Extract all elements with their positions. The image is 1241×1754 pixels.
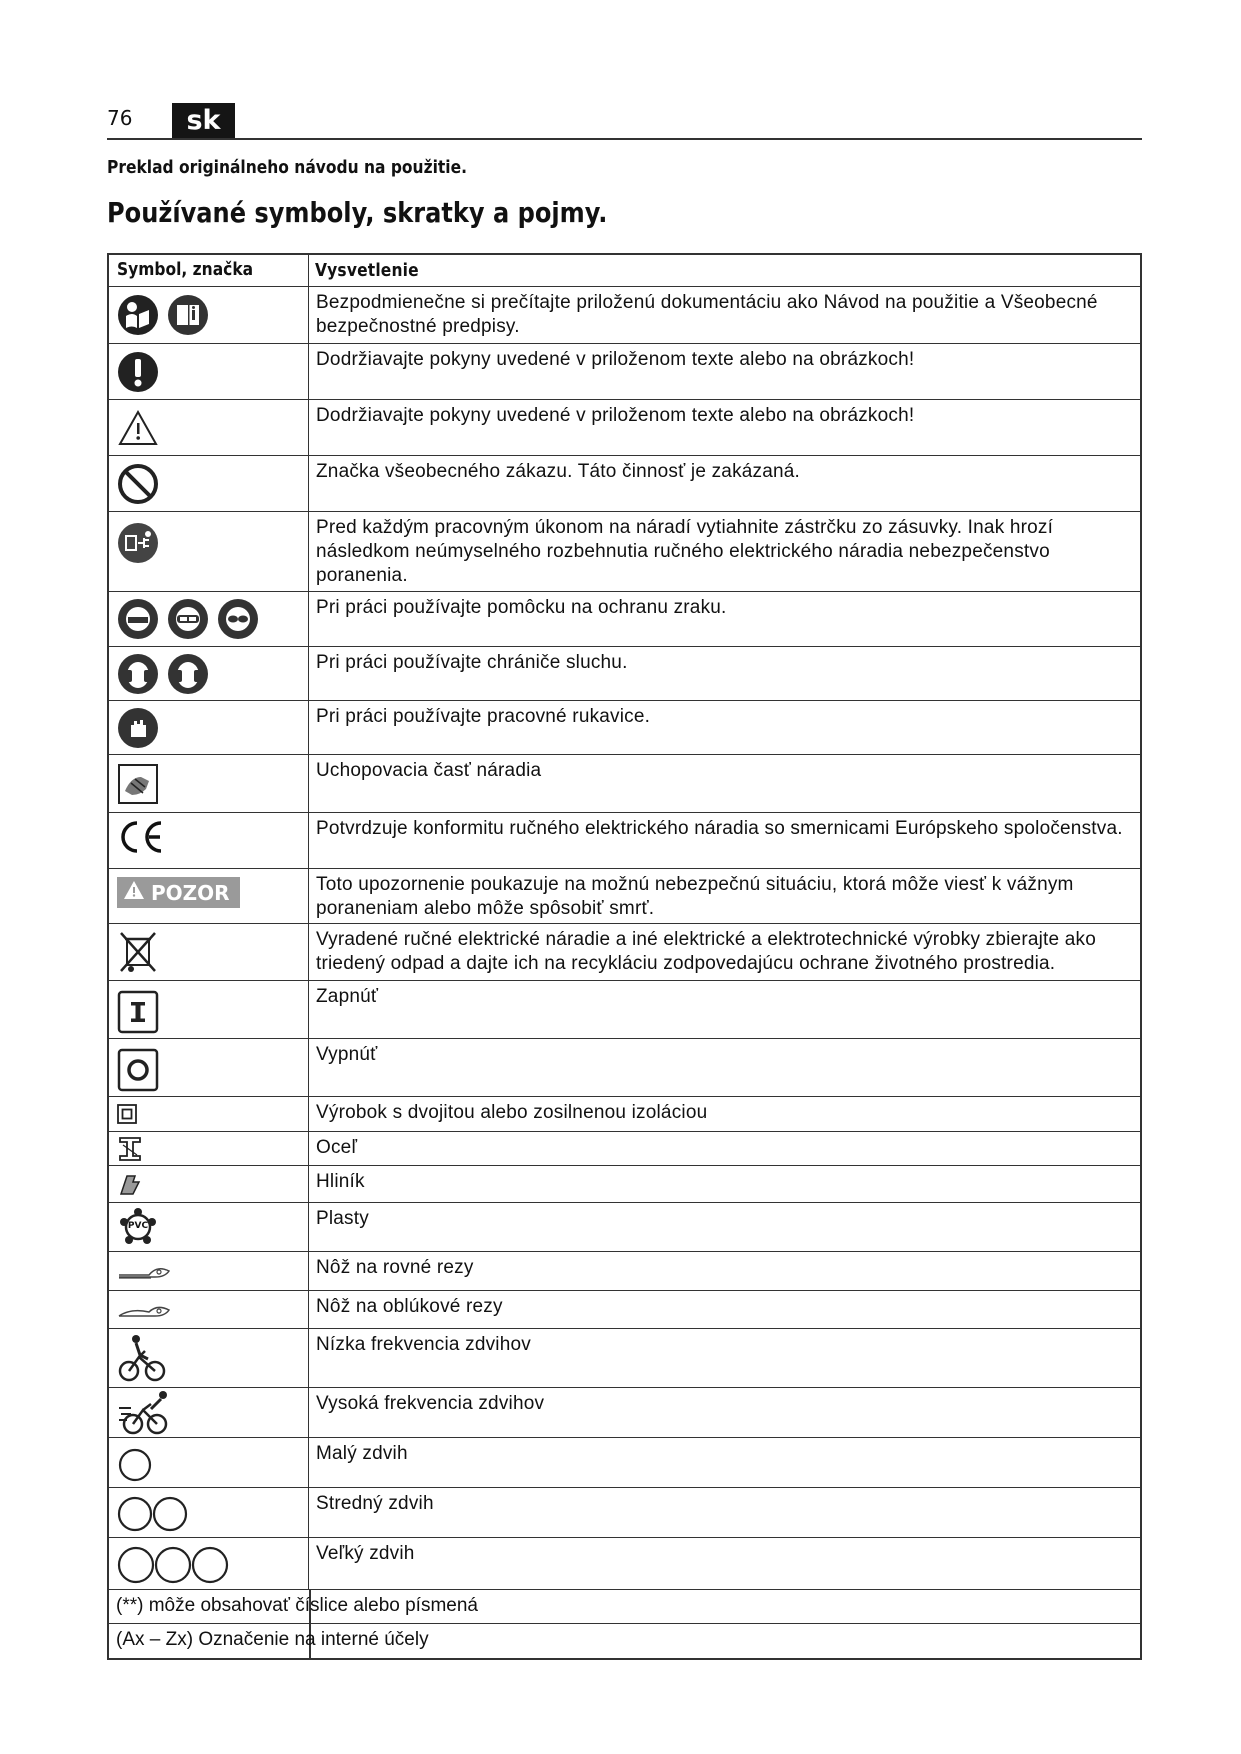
high-stroke-rate-icon <box>117 1390 173 1436</box>
table-row <box>109 512 1140 592</box>
warning-triangle-icon <box>123 880 145 905</box>
prohibition-icon <box>117 463 159 505</box>
medium-stroke-icon <box>117 1495 189 1533</box>
pozor-text: POZOR <box>151 880 230 905</box>
row-description: Pri práci používajte pracovné rukavice. <box>316 706 651 727</box>
row-description: Vysoká frekvencia zdvihov <box>316 1393 545 1414</box>
table-row <box>109 1039 1140 1097</box>
row-description: Pred každým pracovným úkonom na náradí vytiahnite zástrčku zo zásuvky. Inak hrozí následkom neúmyselného rozbehnutia ručného elektrického náradia nebezpečenstvo poranenia. <box>316 517 1054 586</box>
language-tab: sk <box>172 103 235 140</box>
table-row <box>109 592 1140 647</box>
table-row <box>109 1203 1140 1252</box>
table-row <box>109 701 1140 755</box>
table-row <box>109 647 1140 701</box>
row-description: Stredný zdvih <box>316 1493 434 1514</box>
row-description: Výrobok s dvojitou alebo zosilnenou izoláciou <box>316 1102 708 1123</box>
aluminium-icon <box>117 1170 143 1198</box>
table-row <box>109 1538 1140 1590</box>
table-row <box>109 1097 1140 1132</box>
row-description: Hliník <box>316 1171 365 1192</box>
table-row <box>109 981 1140 1039</box>
row-description: Nízka frekvencia zdvihov <box>316 1334 531 1355</box>
table-row <box>109 1488 1140 1538</box>
page-title: Používané symboly, skratky a pojmy. <box>107 196 608 229</box>
table-row <box>109 755 1140 813</box>
table-row <box>109 1329 1140 1388</box>
row-description: Vyradené ručné elektrické náradie a iné elektrické a elektrotechnické výrobky zbierajte ako triedený odpad a dajte ich na recykláciu zodpovedajúcu ochrane životného prostredia. <box>316 929 1096 974</box>
row-description: Veľký zdvih <box>316 1543 415 1564</box>
footnote-text: (Ax – Zx) Označenie na interné účely <box>116 1629 429 1650</box>
footnote-row <box>109 1590 1140 1624</box>
large-stroke-icon <box>117 1545 229 1585</box>
table-row <box>109 869 1140 924</box>
table-row <box>109 1166 1140 1203</box>
table-row <box>109 344 1140 400</box>
read-manual-icon <box>117 294 159 336</box>
switch-off-icon <box>117 1048 159 1092</box>
row-description: Vypnúť <box>316 1044 378 1065</box>
double-insulation-icon <box>117 1104 137 1124</box>
info-book-icon <box>167 294 209 336</box>
table-row <box>109 1252 1140 1291</box>
goggles-icon <box>167 598 209 640</box>
row-description: Nôž na oblúkové rezy <box>316 1296 503 1317</box>
unplug-icon <box>117 522 159 564</box>
table-row <box>109 924 1140 981</box>
page-number: 76 <box>107 106 133 130</box>
row-description: Bezpodmienečne si prečítajte priloženú dokumentáciu ako Návod na použitie a Všeobecné bezpečnostné predpisy. <box>316 292 1098 337</box>
table-row <box>109 1438 1140 1488</box>
table-row <box>109 456 1140 512</box>
symbols-table <box>107 253 1142 1660</box>
document-subtitle: Preklad originálneho návodu na použitie. <box>107 157 467 178</box>
safety-glasses-icon <box>217 598 259 640</box>
row-description: Oceľ <box>316 1137 358 1158</box>
header-rule <box>107 138 1142 140</box>
warning-triangle-icon <box>117 409 159 447</box>
switch-on-icon <box>117 990 159 1034</box>
footnote-row <box>109 1624 1140 1658</box>
plastic-pvc-icon <box>117 1206 159 1248</box>
row-description: Pri práci používajte pomôcku na ochranu zraku. <box>316 597 727 618</box>
gloves-icon <box>117 707 159 749</box>
small-stroke-icon <box>117 1447 153 1483</box>
column-header-symbol: Symbol, značka <box>117 259 254 280</box>
row-description: Plasty <box>316 1208 369 1229</box>
low-stroke-rate-icon <box>117 1333 167 1383</box>
table-row <box>109 400 1140 456</box>
grip-surface-icon <box>117 763 159 805</box>
curved-blade-icon <box>117 1299 173 1321</box>
table-row <box>109 287 1140 344</box>
row-description: Toto upozornenie poukazuje na možnú nebezpečnú situáciu, ktorá môže viesť k vážnym poraneniam alebo môže spôsobiť smrť. <box>316 874 1074 919</box>
column-header-description: Vysvetlenie <box>315 260 419 281</box>
straight-blade-icon <box>117 1260 173 1282</box>
table-row <box>109 1388 1140 1438</box>
ce-mark-icon <box>117 819 165 855</box>
row-description: Malý zdvih <box>316 1443 408 1464</box>
row-description: Značka všeobecného zákazu. Táto činnosť je zakázaná. <box>316 461 801 482</box>
row-description: Potvrdzuje konformitu ručného elektrického náradia so smernicami Európskeho spoločenstva. <box>316 818 1123 839</box>
footnote-text: (**) môže obsahovať číslice alebo písmená <box>116 1595 478 1616</box>
row-description: Pri práci používajte chrániče sluchu. <box>316 652 628 673</box>
row-description: Zapnúť <box>316 986 379 1007</box>
pozor-warning-label <box>117 877 240 908</box>
table-row <box>109 1132 1140 1166</box>
ear-protection-icon <box>117 653 159 695</box>
face-shield-icon <box>117 598 159 640</box>
row-description: Dodržiavajte pokyny uvedené v priloženom texte alebo na obrázkoch! <box>316 349 915 370</box>
row-description: Nôž na rovné rezy <box>316 1257 474 1278</box>
pvc-label: PVC <box>127 1221 149 1231</box>
crossed-bin-icon <box>117 929 159 975</box>
ear-protection-icon <box>167 653 209 695</box>
mandatory-exclamation-icon <box>117 351 159 393</box>
table-row <box>109 1291 1140 1329</box>
table-row <box>109 813 1140 869</box>
table-header-row <box>109 255 1140 287</box>
row-description: Uchopovacia časť náradia <box>316 760 542 781</box>
row-description: Dodržiavajte pokyny uvedené v priloženom texte alebo na obrázkoch! <box>316 405 915 426</box>
steel-icon <box>117 1135 143 1163</box>
